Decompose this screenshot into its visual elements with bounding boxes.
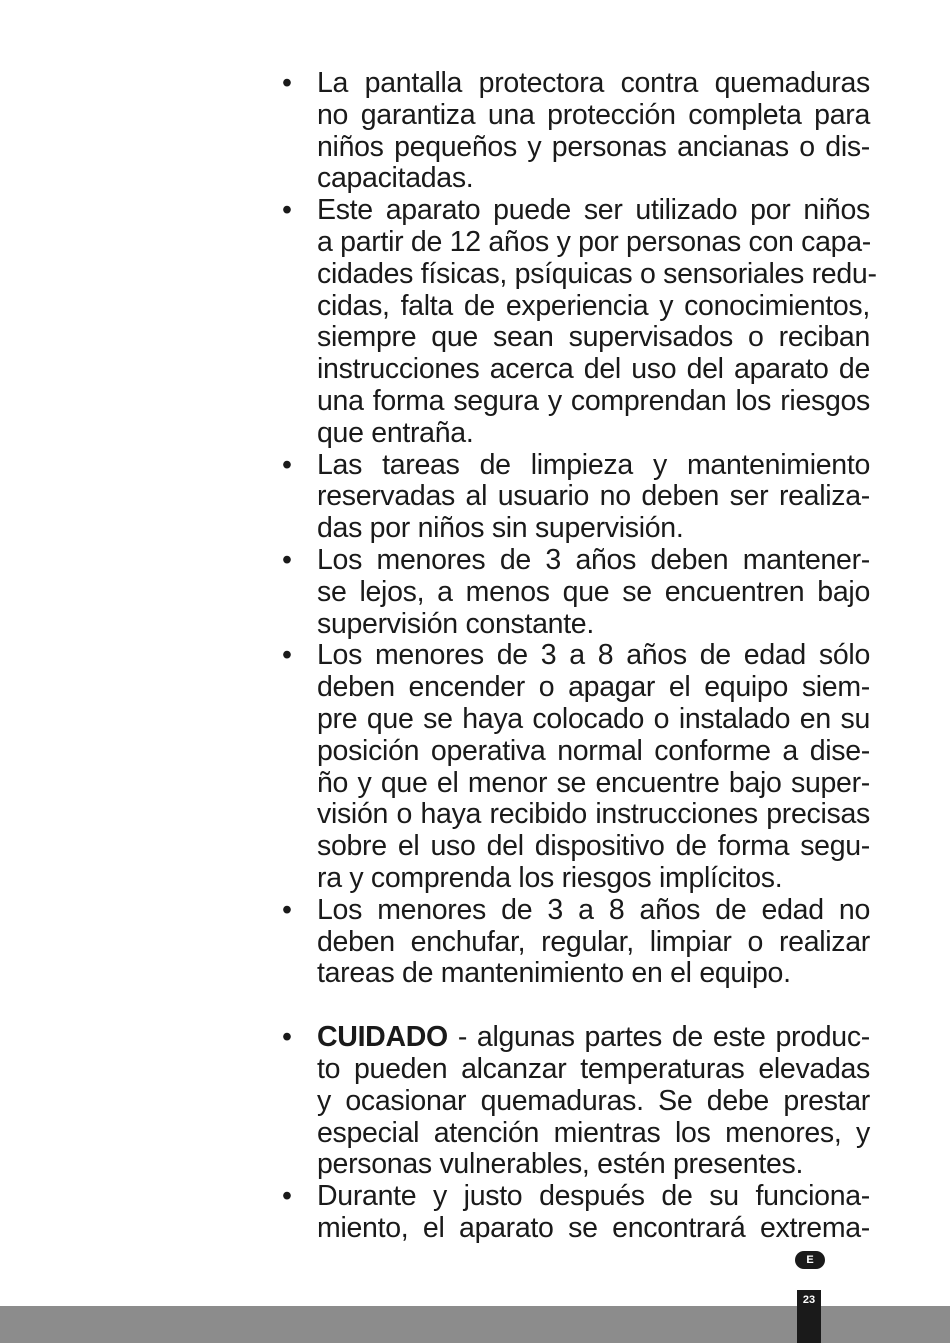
text-line bbox=[317, 1022, 870, 1054]
bullet-icon: • bbox=[282, 67, 292, 99]
text-line: posición operativa normal conforme a dise- bbox=[317, 734, 870, 767]
text-line: tareas de mantenimiento en el equipo. bbox=[317, 957, 791, 990]
caution-text: - algunas partes de este produc- bbox=[447, 1021, 870, 1054]
text-line: Las tareas de limpieza y mantenimiento bbox=[317, 448, 870, 481]
text-line: Este aparato puede ser utilizado por niños bbox=[317, 194, 870, 227]
bullet-icon: • bbox=[282, 639, 292, 672]
text-line: deben enchufar, regular, limpiar o realizar bbox=[317, 925, 870, 958]
text-line: reservadas al usuario no deben ser realiza- bbox=[317, 480, 870, 513]
safety-instructions bbox=[280, 67, 877, 1245]
text-line: deben encender o apagar el equipo siem- bbox=[317, 671, 870, 704]
bullet-icon: • bbox=[282, 1180, 292, 1213]
list-item bbox=[280, 194, 877, 449]
text-line: ra y comprenda los riesgos implícitos. bbox=[317, 861, 783, 894]
text-line: ño y que el menor se encuentre bajo super- bbox=[317, 766, 870, 799]
text-line: instrucciones acerca del uso del aparato de bbox=[317, 353, 870, 386]
bullet-icon: • bbox=[282, 194, 292, 227]
text-line: La pantalla protectora contra quemaduras bbox=[317, 67, 870, 99]
list-item bbox=[280, 68, 870, 195]
list-item bbox=[280, 1181, 870, 1245]
bullet-icon: • bbox=[282, 1021, 292, 1054]
text-line: capacitadas. bbox=[317, 162, 474, 195]
text-line: que entraña. bbox=[317, 416, 474, 449]
text-line: to pueden alcanzar temperaturas elevadas bbox=[317, 1052, 870, 1085]
page-number: 23 bbox=[797, 1290, 821, 1343]
list-item bbox=[280, 450, 870, 545]
text-line: se lejos, a menos que se encuentren bajo bbox=[317, 575, 870, 608]
text-line: especial atención mientras los menores, y bbox=[317, 1116, 870, 1149]
language-badge: E bbox=[795, 1251, 825, 1269]
text-line: visión o haya recibido instrucciones precisas bbox=[317, 798, 870, 831]
text-line: siempre que sean supervisados o reciban bbox=[317, 321, 870, 354]
text-line: Los menores de 3 años deben mantener- bbox=[317, 543, 870, 576]
list-item bbox=[280, 545, 870, 640]
text-line: miento, el aparato se encontrará extrema- bbox=[317, 1211, 870, 1244]
text-line: das por niños sin supervisión. bbox=[317, 512, 684, 545]
caution-label: CUIDADO bbox=[317, 1021, 448, 1054]
text-line: personas vulnerables, estén presentes. bbox=[317, 1148, 804, 1181]
text-line: una forma segura y comprendan los riesgos bbox=[317, 384, 870, 417]
text-line: supervisión constante. bbox=[317, 607, 594, 640]
text-line: y ocasionar quemaduras. Se debe prestar bbox=[317, 1084, 870, 1117]
bullet-icon: • bbox=[282, 893, 292, 926]
section-spacer bbox=[280, 990, 870, 1022]
text-line: Los menores de 3 a 8 años de edad sólo bbox=[317, 639, 870, 672]
list-item bbox=[280, 895, 870, 990]
text-line: sobre el uso del dispositivo de forma segu- bbox=[317, 830, 870, 863]
caution-item bbox=[280, 1022, 870, 1181]
text-line: a partir de 12 años y por personas con capa- bbox=[317, 225, 871, 258]
text-line: Durante y justo después de su funciona- bbox=[317, 1180, 870, 1213]
text-line: no garantiza una protección completa para bbox=[317, 98, 870, 131]
text-line: cidades físicas, psíquicas o sensoriales redu- bbox=[317, 257, 877, 290]
text-line: Los menores de 3 a 8 años de edad no bbox=[317, 893, 870, 926]
bullet-icon: • bbox=[282, 543, 292, 576]
text-line: cidas, falta de experiencia y conocimientos, bbox=[317, 289, 870, 322]
text-line: niños pequeños y personas ancianas o dis- bbox=[317, 130, 870, 163]
list-item bbox=[280, 640, 870, 894]
text-line: pre que se haya colocado o instalado en su bbox=[317, 702, 870, 735]
bullet-icon: • bbox=[282, 448, 292, 481]
